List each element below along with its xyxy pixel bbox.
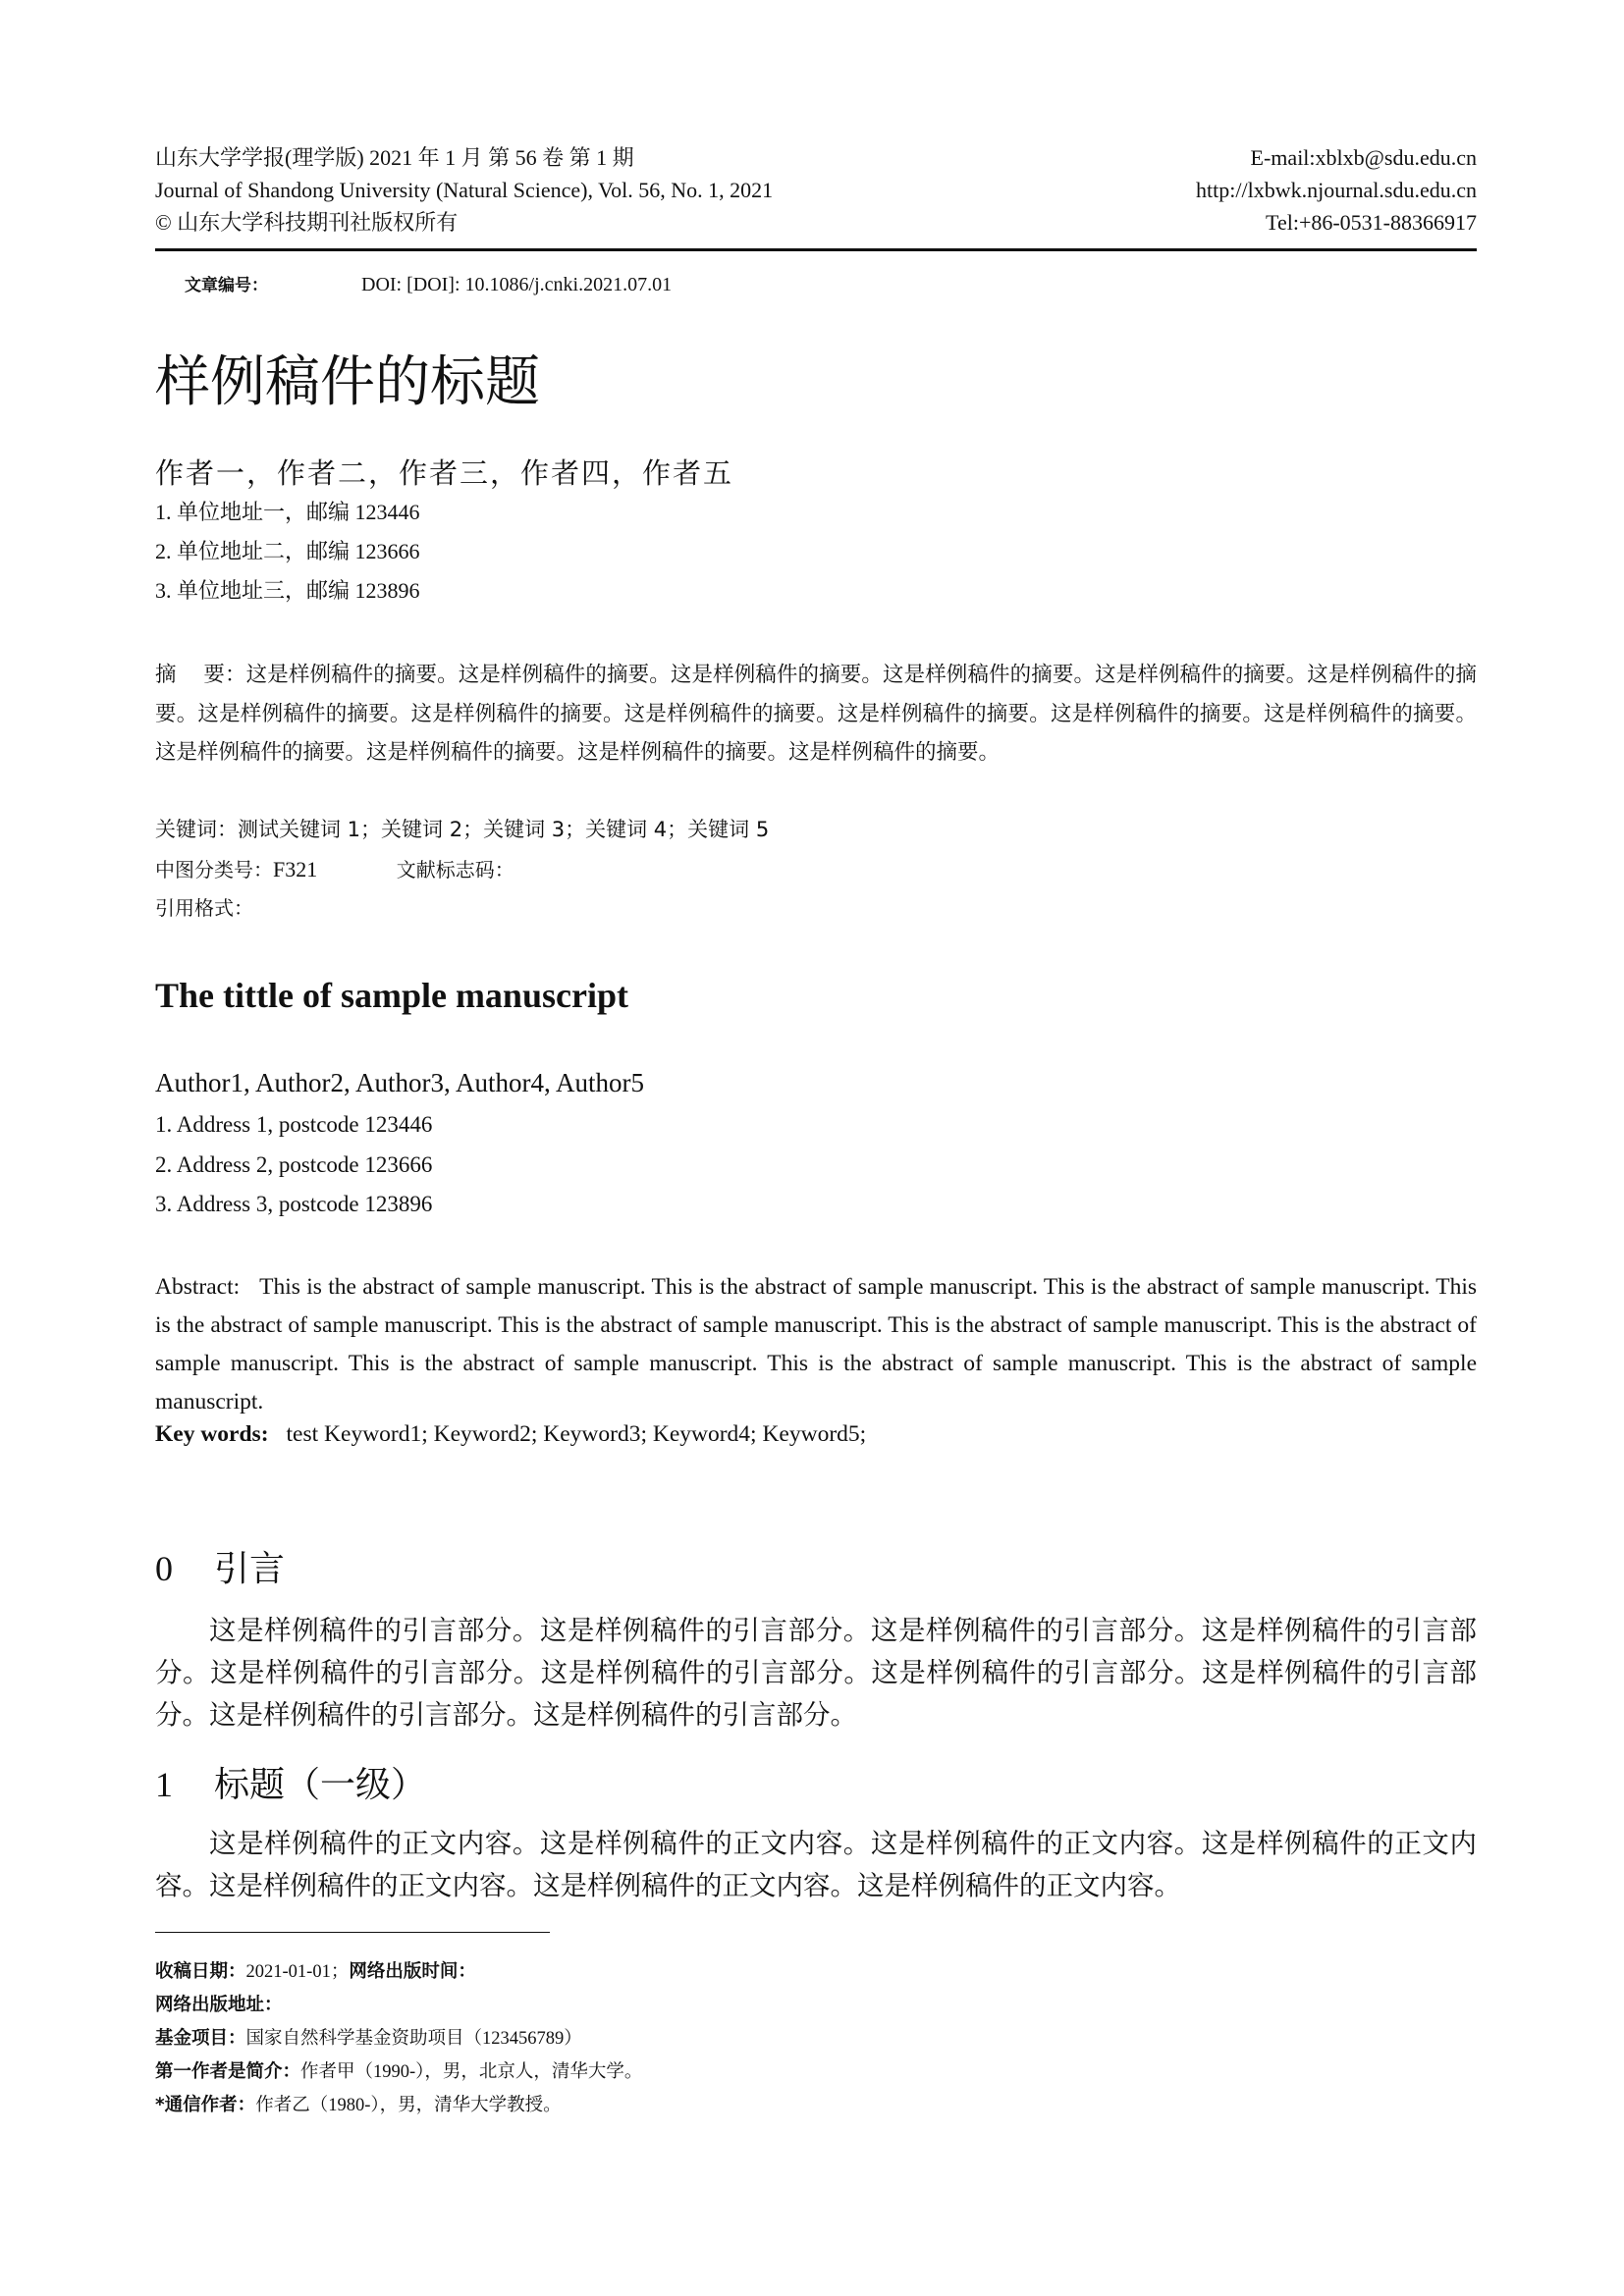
footnote-label: *通信作者：: [155, 2095, 256, 2115]
journal-issue: 山东大学学报(理学版) 2021 年 1 月 第 56 卷 第 1 期: [155, 145, 634, 170]
cn-addresses: [155, 493, 1477, 611]
cn-keywords-label: 关键词：: [155, 818, 238, 841]
footnote-label: 网络出版时间：: [349, 1961, 476, 1982]
footnote-label: 基金项目：: [155, 2028, 246, 2049]
en-title: The tittle of sample manuscript: [155, 976, 628, 1015]
cn-title: 样例稿件的标题: [155, 350, 540, 414]
citation-line: [155, 888, 1477, 929]
en-authors: Author1, Author2, Author3, Author4, Author5: [155, 1068, 644, 1097]
en-abstract-text: This is the abstract of sample manuscript. This is the abstract of sample manuscript. This is the abstract of sample manuscript. This is the abstract of sample manuscript. This is the abstract of sample manuscript. This is the abstract of sample manuscript. This is the abstract of sample manuscript. This is the abstract of sample manuscript. This is the abstract of sample manuscript. This is the abstract of sample manuscript.: [155, 1274, 1477, 1415]
section-title: 标题（一级）: [214, 1765, 427, 1805]
clc-value: F321: [273, 857, 318, 881]
footnote-label: 网络出版地址：: [155, 1995, 283, 2015]
en-keywords-text: test Keyword1; Keyword2; Keyword3; Keyword4; Keyword5;: [286, 1421, 867, 1447]
section-title: 引言: [214, 1549, 286, 1589]
cn-keywords: [155, 811, 1477, 850]
doi-value: DOI: [DOI]: 10.1086/j.cnki.2021.07.01: [361, 274, 673, 295]
cn-address: 1. 单位地址一，邮编 123446: [155, 500, 420, 524]
section-heading: [155, 1541, 1477, 1591]
en-keywords-label: Key words:: [155, 1421, 269, 1447]
cn-abstract-text: 这是样例稿件的摘要。这是样例稿件的摘要。这是样例稿件的摘要。这是样例稿件的摘要。这是样例稿件的摘要。这是样例稿件的摘要。这是样例稿件的摘要。这是样例稿件的摘要。这是样例稿件的摘要。这是样例稿件的摘要。这是样例稿件的摘要。这是样例稿件的摘要。这是样例稿件的摘要。这是样例稿件的摘要。这是样例稿件的摘要。这是样例稿件的摘要。: [155, 663, 1477, 765]
footnote-label: 第一作者是简介：: [155, 2061, 301, 2082]
cn-authors: 作者一，作者二，作者三，作者四，作者五: [155, 456, 734, 490]
footnote-value: 2021-01-01；: [245, 1962, 350, 1982]
cn-abstract: [155, 656, 1477, 773]
en-abstract: [155, 1268, 1477, 1421]
footnote: [155, 2022, 1477, 2056]
copyright: © 山东大学科技期刊社版权所有: [155, 210, 459, 235]
clc-label: 中图分类号：: [155, 858, 273, 881]
footnote-rule: [155, 1932, 550, 1933]
en-keywords: [155, 1421, 1477, 1448]
footnote: [155, 2089, 1477, 2122]
footnotes: [155, 1955, 1477, 2122]
footnote-label: 收稿日期：: [155, 1961, 246, 1982]
doc-code-label: 文献标志码：: [396, 858, 514, 881]
en-addresses: [155, 1105, 1477, 1225]
footnote-value: 作者乙（1980-），男，清华大学教授。: [255, 2096, 562, 2115]
journal-email[interactable]: E-mail:xblxb@sdu.edu.cn: [1250, 145, 1477, 170]
cn-address: 3. 单位地址三，邮编 123896: [155, 578, 420, 603]
section-heading: [155, 1757, 1477, 1807]
footnote-value: 国家自然科学基金资助项目（123456789）: [245, 2029, 582, 2049]
cn-abstract-label: 摘 要：: [155, 663, 246, 687]
journal-header: [155, 141, 1477, 239]
en-address: 1. Address 1, postcode 123446: [155, 1112, 433, 1137]
en-abstract-label: Abstract:: [155, 1274, 241, 1300]
en-address: 2. Address 2, postcode 123666: [155, 1151, 433, 1177]
cn-keywords-text: 测试关键词 1；关键词 2；关键词 3；关键词 4；关键词 5: [238, 818, 770, 841]
journal-name-en: Journal of Shandong University (Natural Science), Vol. 56, No. 1, 2021: [155, 178, 774, 202]
journal-tel: Tel:+86-0531-88366917: [1266, 210, 1477, 235]
footnote-value: 作者甲（1990-），男，北京人，清华大学。: [300, 2062, 643, 2082]
article-number-label: 文章编号：: [185, 276, 268, 295]
header-right: [1196, 141, 1477, 239]
clc-line: [155, 850, 1477, 890]
section-paragraph: 这是样例稿件的正文内容。这是样例稿件的正文内容。这是样例稿件的正文内容。这是样例稿件的正文内容。这是样例稿件的正文内容。这是样例稿件的正文内容。这是样例稿件的正文内容。: [155, 1828, 1477, 1901]
section-paragraph: 这是样例稿件的引言部分。这是样例稿件的引言部分。这是样例稿件的引言部分。这是样例稿件的引言部分。这是样例稿件的引言部分。这是样例稿件的引言部分。这是样例稿件的引言部分。这是样例稿件的引言部分。这是样例稿件的引言部分。这是样例稿件的引言部分。: [155, 1615, 1477, 1731]
en-address: 3. Address 3, postcode 123896: [155, 1192, 433, 1216]
section-number: 0: [155, 1549, 173, 1588]
section-number: 1: [155, 1765, 173, 1804]
header-rule: [155, 248, 1477, 251]
doi-line: [155, 271, 1477, 296]
footnote: [155, 2056, 1477, 2089]
journal-url[interactable]: http://lxbwk.njournal.sdu.edu.cn: [1196, 178, 1477, 202]
cn-address: 2. 单位地址二，邮编 123666: [155, 539, 420, 563]
citation-label: 引用格式：: [155, 896, 253, 920]
footnote: [155, 1989, 1477, 2022]
footnote: [155, 1955, 1477, 1989]
header-left: [155, 141, 773, 239]
